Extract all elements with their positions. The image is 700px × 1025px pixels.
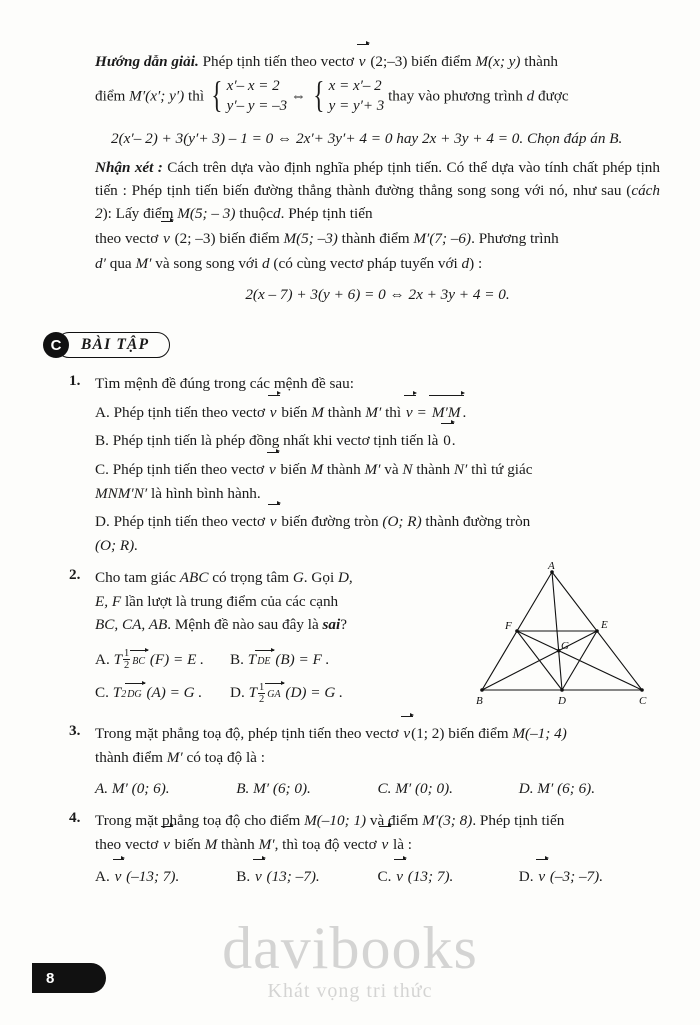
point-m-2: M <box>204 835 218 853</box>
remark-text-4: . Phép tịnh tiến <box>280 204 373 222</box>
remark-text-12: ) : <box>469 255 483 273</box>
vector-v: v <box>162 227 171 250</box>
option-a-equals: = <box>417 403 427 421</box>
remark-line-d: d <box>273 204 281 222</box>
point-m-prime: M′(3; 8) <box>422 811 473 829</box>
coefficient-2: 2 <box>121 689 127 701</box>
point-n-prime: N′ <box>453 461 468 479</box>
remark-label: Nhận xét : <box>95 158 163 176</box>
exercise-2-number: 2. <box>69 566 81 584</box>
exercise-1-option-d[interactable] <box>95 510 660 557</box>
figure-label-d: D <box>558 695 566 708</box>
exercise-2-option-d[interactable] <box>230 681 343 705</box>
option-c-text-5: thành <box>416 461 451 479</box>
option-b-text: Phép tịnh tiến là phép đồng nhất khi vectơ tịnh tiến là <box>112 432 439 450</box>
point-m-prime: M′ <box>364 461 381 479</box>
remark-line-d-2: d <box>262 255 270 273</box>
exercise-1-option-a[interactable] <box>95 401 660 425</box>
solution-lead-label: Hướng dẫn giải. <box>95 53 199 70</box>
solution-text-7: được <box>538 87 569 105</box>
sys2-line-2: y = y′+ 3 <box>328 97 385 114</box>
exercise-4-option-b[interactable] <box>236 865 377 889</box>
option-letter-d: D. <box>95 513 110 531</box>
option-d-arg: (D) = G . <box>285 684 343 702</box>
exercise-4-option-c[interactable] <box>378 865 519 889</box>
ex4-text-7: , thì toạ độ vectơ <box>274 835 377 853</box>
segment-fd <box>517 631 562 690</box>
remark-point-m-prime-2: M′ <box>135 255 152 273</box>
remark-text-8: . Phương trình <box>471 230 559 248</box>
vector-v: v <box>358 50 367 73</box>
point-m: M(–1; 4) <box>512 725 567 743</box>
exercise-1-number: 1. <box>69 372 81 390</box>
vector-bc: BC <box>131 654 146 670</box>
remark-text-9: qua <box>109 255 132 273</box>
ex3-text-4: có toạ độ là : <box>186 748 265 766</box>
exercise-2-options-row-2 <box>95 681 458 705</box>
vector-v: v <box>269 510 278 534</box>
ex2-text-5: . Mệnh đề nào sau đây là <box>167 616 319 634</box>
option-a-period: . <box>462 403 467 421</box>
option-letter-c: C. <box>95 684 109 702</box>
exercise-2-prompt-line-3 <box>95 613 458 637</box>
watermark-sub-text: Khát vọng tri thức <box>267 980 433 1002</box>
exercise-3-option-b[interactable]: B. M′ (6; 0). <box>236 780 311 798</box>
option-c-arg: (A) = G . <box>146 684 203 702</box>
exercise-1-option-c[interactable] <box>95 458 660 505</box>
point-m: M(x; y) <box>475 53 521 70</box>
ex2-text-6: ? <box>340 616 347 634</box>
exercise-2-option-c[interactable] <box>95 681 230 705</box>
option-c-text-2: biến <box>280 461 307 479</box>
point-m-prime: M′ <box>365 403 382 421</box>
option-c-text-4: và <box>384 461 399 479</box>
translation-operator: T <box>248 684 258 702</box>
option-c-text-3: thành <box>326 461 361 479</box>
option-a-text-3: thành <box>327 403 362 421</box>
option-letter-c: C. <box>95 461 109 479</box>
figure-label-g: G <box>561 640 569 653</box>
keyword-sai: sai <box>322 616 341 634</box>
option-a-text-1: Phép tịnh tiến theo vectơ <box>113 403 265 421</box>
exercise-3-option-a[interactable]: A. M′ (0; 6). <box>95 780 170 798</box>
ex3-text-3: thành điểm <box>95 748 163 766</box>
point-m: M(–10; 1) <box>304 811 367 829</box>
remark-line-d-3: d <box>461 255 470 273</box>
figure-label-c: C <box>639 695 647 708</box>
fraction-numerator: 1 <box>259 681 265 693</box>
vertex-c-dot <box>640 688 644 692</box>
exercise-3-prompt-line-2 <box>95 746 660 770</box>
solution-text-6: thay vào phương trình <box>388 87 523 105</box>
exercise-3 <box>69 722 660 801</box>
remark-text-10: và song song với <box>155 255 259 273</box>
figure-label-b: B <box>476 695 483 708</box>
triangle-figure-svg <box>464 562 660 712</box>
option-d-text-3: thành đường tròn <box>425 513 531 531</box>
vector-v: v <box>405 401 414 425</box>
section-badge-c: C <box>43 332 69 358</box>
solution-paragraph-2 <box>95 77 660 117</box>
exercise-4 <box>69 808 660 889</box>
remark-text-2: ): Lấy điểm <box>102 204 174 222</box>
point-m: M <box>311 403 324 421</box>
sys1-line-2: y′– y = –3 <box>226 97 288 114</box>
solution-text-1: Phép tịnh tiến theo vectơ <box>202 53 354 70</box>
option-c-text-6: thì tứ giác <box>471 461 533 479</box>
exercise-2 <box>69 562 660 712</box>
remark-point-m-prime: M′(7; –6) <box>413 230 472 248</box>
exercise-2-option-a[interactable] <box>95 648 230 672</box>
watermark-main-text: davibooks <box>222 915 478 981</box>
exercise-1-option-b[interactable] <box>95 429 660 453</box>
option-b-arg: (B) = F . <box>275 650 330 668</box>
point-m-prime-2: M′ <box>258 835 275 853</box>
vector-v: v <box>269 401 278 425</box>
option-letter-b: B. <box>236 868 251 886</box>
remark-text-7: thành điểm <box>341 230 410 248</box>
sides-bc-ca-ab: BC, CA, AB <box>95 616 168 634</box>
vector-v: v <box>537 865 546 889</box>
page-number-badge: 8 <box>32 963 106 993</box>
translation-operator: T <box>112 684 122 702</box>
remark-paragraph-2 <box>95 227 660 250</box>
section-title-bai-tap: BÀI TẬP <box>56 332 170 358</box>
exercise-4-number: 4. <box>69 808 81 826</box>
ex4-text-2: và điểm <box>369 811 419 829</box>
option-a-text-2: biến <box>281 403 308 421</box>
option-d-text-1: Phép tịnh tiến theo vectơ <box>113 513 265 531</box>
brace-icon: { <box>211 75 223 117</box>
centroid-g: G <box>292 569 304 587</box>
option-letter-a: A. <box>95 650 110 668</box>
fraction-half-ga <box>258 682 265 706</box>
ex2-text-3: . Gọi <box>303 569 335 587</box>
circle-o-r-2: (O; R). <box>95 536 139 554</box>
remark-point-m-2: M(5; –3) <box>283 230 338 248</box>
fraction-half-bc <box>123 648 130 672</box>
figure-label-a: A <box>548 562 555 573</box>
circle-o-r: (O; R) <box>382 513 422 531</box>
exercise-2-options-row-1 <box>95 648 458 672</box>
option-a-value: (–13; 7). <box>126 868 180 886</box>
sys2-line-1: x = x′– 2 <box>328 78 382 95</box>
equivalence-symbol: ⇔ <box>290 87 307 105</box>
exercise-3-prompt-line-1 <box>95 722 660 746</box>
remark-paragraph <box>95 156 660 225</box>
option-letter-b: B. <box>230 650 244 668</box>
vector-v-2: v <box>380 833 389 857</box>
exercise-1 <box>69 372 660 557</box>
option-letter-d: D. <box>518 868 534 886</box>
fraction-denominator: 2 <box>124 660 130 672</box>
option-letter-a: A. <box>95 868 110 886</box>
exercise-4-option-d[interactable] <box>519 865 660 889</box>
remark-cach2: cách 2 <box>95 181 660 222</box>
exercise-4-prompt-line-1 <box>95 809 660 833</box>
solution-equation-line <box>95 127 660 150</box>
fraction-denominator: 2 <box>259 693 265 705</box>
exercise-3-number: 3. <box>69 722 81 740</box>
vector-dg: DG <box>126 687 142 703</box>
option-letter-a: A. <box>95 403 110 421</box>
vector-v: v <box>268 458 277 482</box>
solution-paragraph-1 <box>95 50 660 73</box>
ex4-text-4: theo vectơ <box>95 835 159 853</box>
option-b-value: (13; –7). <box>266 868 320 886</box>
remark-text-3: thuộc <box>239 204 273 222</box>
exercise-2-prompt-line-1 <box>95 566 458 590</box>
vertex-b-dot <box>480 688 484 692</box>
points-e-f: E, F <box>95 592 122 610</box>
ex3-text-2: (1; 2) biến điểm <box>411 725 509 743</box>
vector-v: v <box>254 865 263 889</box>
remark-text-1: Cách trên dựa vào định nghĩa phép tịnh tiến. Có thể dựa vào tính chất phép tịnh tiến : Phép tịnh tiến biến đường thẳng thành đường thẳng song song với nó, như sau ( <box>95 158 660 199</box>
fraction-numerator: 1 <box>124 648 130 660</box>
vector-v: v <box>402 722 411 746</box>
option-letter-b: B. <box>95 432 109 450</box>
exercise-1-prompt: Tìm mệnh đề đúng trong các mệnh đề sau: <box>95 375 354 393</box>
ex2-text-4: lần lượt là trung điểm của các cạnh <box>124 592 339 610</box>
exercise-4-option-a[interactable] <box>95 865 236 889</box>
sys1-line-1: x′– x = 2 <box>226 78 280 95</box>
equation-system-1 <box>208 77 287 117</box>
triangle-abc: ABC <box>179 569 209 587</box>
remark-paragraph-3 <box>95 252 660 275</box>
point-m-prime: M′ <box>166 748 183 766</box>
vector-v: v <box>114 865 123 889</box>
option-letter-c: C. <box>377 868 392 886</box>
exercise-3-option-d[interactable]: D. M′ (6; 6). <box>518 780 596 798</box>
exercise-2-prompt-line-2 <box>95 590 458 614</box>
watermark <box>0 915 700 1003</box>
figure-label-e: E <box>601 619 608 632</box>
solution-text-4: điểm <box>95 87 126 105</box>
remark-text-11: (có cùng vectơ pháp tuyến với <box>273 255 458 273</box>
ex4-text-6: thành <box>221 835 255 853</box>
quadrilateral-mnmn: MNM′N′ <box>95 484 148 502</box>
point-d: D, <box>337 569 353 587</box>
solution-text-2: (2;–3) biến điểm <box>370 53 472 70</box>
point-f-dot <box>515 629 519 633</box>
point-n: N <box>402 461 413 479</box>
solution-text-5: thì <box>188 87 205 105</box>
translation-operator: T <box>247 650 257 668</box>
ex4-text-8: là : <box>393 835 412 853</box>
point-g-dot <box>557 649 561 653</box>
remark-formula: 2(x – 7) + 3(y + 6) = 0 ⇔ 2x + 3y + 4 = 0. <box>245 286 510 304</box>
option-a-text-4: thì <box>385 403 402 421</box>
line-d: d <box>526 87 535 105</box>
option-b-period: . <box>451 432 456 450</box>
exercise-4-options <box>95 865 660 889</box>
vector-v: v <box>395 865 404 889</box>
vector-zero: 0 <box>442 429 452 453</box>
point-m: M <box>310 461 324 479</box>
ex4-text-3: . Phép tịnh tiến <box>472 811 565 829</box>
ex4-text-5: biến <box>174 835 201 853</box>
remark-text-6: (2; –3) biến điểm <box>174 230 280 248</box>
ex4-text-1: Trong mặt phẳng toạ độ cho điểm <box>95 811 301 829</box>
option-d-value: (–3; –7). <box>549 868 604 886</box>
vector-de: DE <box>256 654 271 670</box>
translation-operator: T <box>113 650 123 668</box>
equation-system-2 <box>310 77 384 117</box>
ex2-text-2: có trọng tâm <box>212 569 290 587</box>
solution-text-3: thành <box>524 53 559 70</box>
remark-text-5: theo vectơ <box>95 230 159 248</box>
triangle-figure <box>464 562 660 712</box>
exercise-2-option-b[interactable] <box>230 648 329 672</box>
vector-v: v <box>162 833 171 857</box>
remark-line-d-prime: d′ <box>95 255 106 273</box>
figure-label-f: F <box>505 620 512 633</box>
vector-ga: GA <box>266 687 281 703</box>
point-d-dot <box>560 688 564 692</box>
brace-icon: { <box>313 75 325 117</box>
remark-point-m: M(5; – 3) <box>177 204 236 222</box>
point-e-dot <box>595 629 599 633</box>
option-d-text-2: biến đường tròn <box>281 513 379 531</box>
option-letter-d: D. <box>230 684 245 702</box>
solution-equation: 2(x′– 2) + 3(y′+ 3) – 1 = 0 ⇔ 2x′+ 3y′+ 4 = 0 hay 2x + 3y + 4 = 0. Chọn đáp án B. <box>111 129 623 147</box>
exercise-3-option-c[interactable]: C. M′ (0; 0). <box>377 780 453 798</box>
ex3-text-1: Trong mặt phẳng toạ độ, phép tịnh tiến theo vectơ <box>95 725 399 743</box>
ex2-text-1: Cho tam giác <box>95 569 176 587</box>
option-c-text-1: Phép tịnh tiến theo vectơ <box>112 461 265 479</box>
option-c-text-7: là hình bình hành. <box>151 484 261 502</box>
exercise-4-prompt-line-2 <box>95 833 660 857</box>
option-a-arg: (F) = E . <box>149 650 204 668</box>
point-m-prime: M′(x′; y′) <box>129 87 185 105</box>
section-banner-bai-tap <box>43 332 660 358</box>
vector-mm: M′M <box>430 401 463 425</box>
option-c-value: (13; 7). <box>407 868 454 886</box>
exercise-3-options <box>95 777 660 801</box>
